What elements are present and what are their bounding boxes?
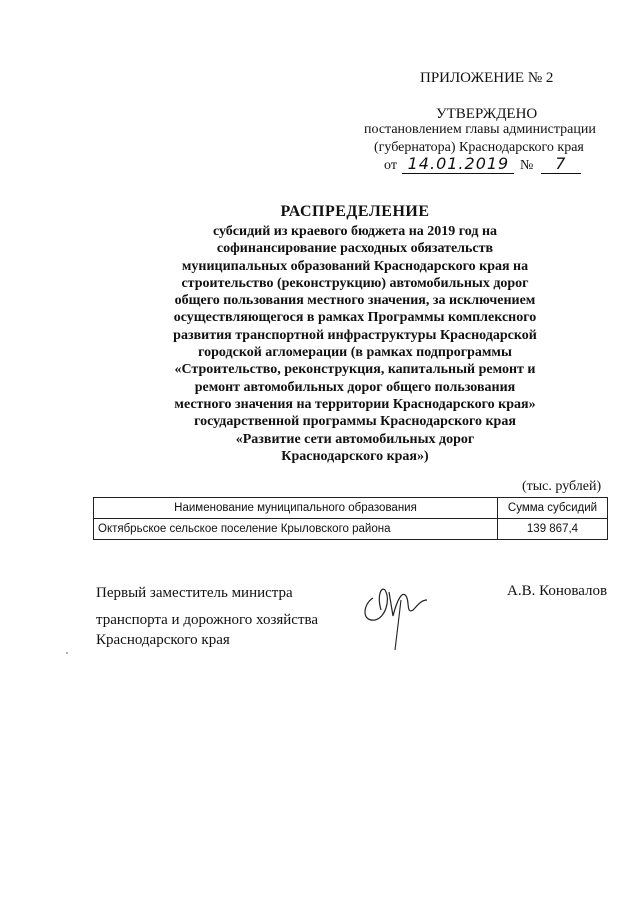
title-line: «Строительство, реконструкция, капитальный ремонт и bbox=[174, 362, 536, 378]
signatory-position bbox=[96, 583, 318, 650]
decree-line-1: постановлением главы администрации bbox=[364, 122, 596, 137]
title-line: ремонт автомобильных дорог общего пользования bbox=[194, 379, 516, 395]
signatory-name: А.В. Коновалов bbox=[507, 583, 608, 599]
decree-date-line bbox=[384, 155, 581, 174]
title-line: осуществляющегося в рамках Программы комплексного bbox=[173, 310, 537, 326]
decree-line-2: (губернатора) Краснодарского края bbox=[374, 140, 584, 155]
title-line: муниципальных образований Краснодарского края на bbox=[181, 258, 529, 274]
title-heading: РАСПРЕДЕЛЕНИЕ bbox=[280, 203, 430, 220]
title-line: общего пользования местного значения, за исключением bbox=[174, 293, 536, 309]
title-line: развития транспортной инфраструктуры Краснодарской bbox=[173, 327, 537, 343]
title-line: «Развитие сети автомобильных дорог bbox=[235, 431, 475, 447]
title-line: Краснодарского края») bbox=[281, 448, 429, 464]
number-prefix: № bbox=[519, 158, 534, 173]
table-row bbox=[94, 519, 608, 540]
position-line-1: Первый заместитель министра bbox=[96, 585, 293, 601]
handwritten-date: 14.01.2019 bbox=[402, 155, 514, 174]
header-amount: Сумма субсидий bbox=[498, 498, 608, 519]
table-header-row bbox=[94, 498, 608, 519]
title-line: строительство (реконструкцию) автомобильных дорог bbox=[181, 275, 529, 291]
document-title bbox=[140, 203, 570, 465]
position-line-3: Краснодарского края bbox=[96, 632, 230, 648]
subsidy-table bbox=[93, 497, 608, 540]
scan-speck bbox=[66, 652, 68, 654]
handwritten-signature bbox=[355, 570, 445, 660]
handwritten-number: 7 bbox=[541, 155, 581, 174]
annex-label: ПРИЛОЖЕНИЕ № 2 bbox=[420, 70, 554, 86]
position-line-2: транспорта и дорожного хозяйства bbox=[96, 612, 319, 628]
title-line: софинансирование расходных обязательств bbox=[216, 241, 494, 257]
cell-municipality: Октябрьское сельское поселение Крыловского района bbox=[94, 519, 498, 540]
title-line: субсидий из краевого бюджета на 2019 год на bbox=[212, 224, 498, 239]
title-line: городской агломерации (в рамках подпрограммы bbox=[198, 345, 512, 361]
date-prefix: от bbox=[384, 158, 397, 173]
approved-label: УТВЕРЖДЕНО bbox=[436, 106, 538, 122]
title-line: государственной программы Краснодарского края bbox=[194, 414, 516, 430]
title-subtitle bbox=[140, 223, 570, 465]
header-municipality: Наименование муниципального образования bbox=[94, 498, 498, 519]
title-line: местного значения на территории Краснодарского края» bbox=[174, 396, 536, 412]
cell-amount: 139 867,4 bbox=[498, 519, 608, 540]
units-label: (тыс. рублей) bbox=[522, 479, 602, 494]
